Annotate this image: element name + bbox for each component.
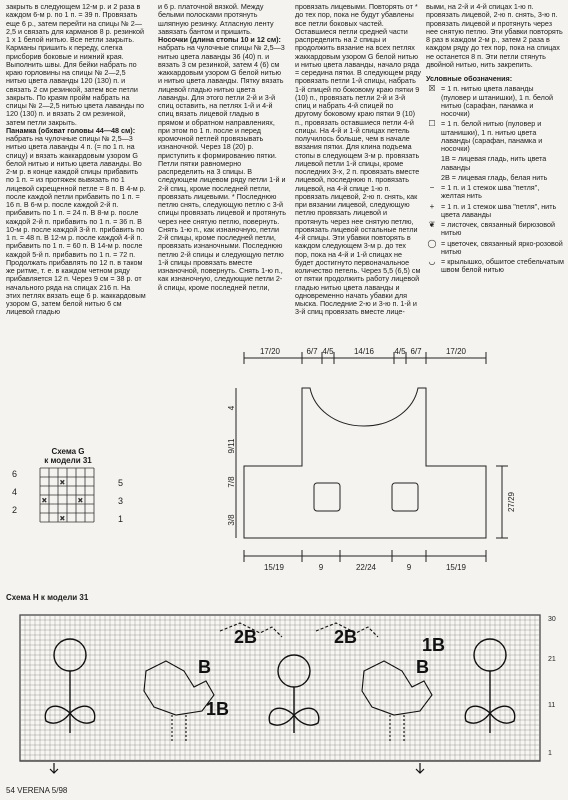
label-1b-right: 1B	[422, 635, 446, 655]
label-2b-right: 2B	[334, 627, 358, 647]
text-column-4	[426, 3, 564, 275]
garment-diagram	[227, 338, 544, 578]
legend-symbol-icon: +	[429, 201, 435, 211]
label-b-right: B	[416, 657, 429, 677]
legend-item	[426, 240, 564, 257]
column4-paragraph-1: выми, на 2-й и 4-й спицах 1-ю п. провязать лицевой, 2-ю п. снять, 3-ю п. провязать лицевой и протянуть через нее снятую петлю. Эти убавки повторять 8 раз в каждом 2-м р., затем 2 раза в каждом ряду до тех пор, пока на спицах не останется 8 п. Эти петли стянуть двойной нитью, нить закрепить.	[426, 2, 563, 69]
text-column-3	[295, 3, 421, 317]
left-dim-2: 9/11	[227, 438, 236, 454]
grid-cross-mark: ×	[60, 478, 65, 487]
schema-g-title: Схема G	[51, 447, 85, 456]
text-column-2	[158, 3, 286, 292]
left-dim-3: 7/8	[227, 476, 236, 488]
legend-item	[426, 174, 564, 182]
column1-paragraph-1: закрыть в следующем 12-м р. и 2 раза в каждом 6-м р. по 1 п. = 39 п. Провязать еще 6 р., затем перейти на спицы № 2—2,5 и связать для карманов 8 р. резинкой 1 х 1 белой нитью. Все петли закрыть. Карманы пришить к переду, слегка присборив боковые и нижний края. Выполнить швы. Для бейки набрать по краю горловины на спицы № 2—2,5 нитью цвета лаванды 120 (130) п. и связать 2 см резинкой, затем все петли закрыть. По краям пройм набрать на спицы № 2—2,5 нитью цвета лаванды по 120 (130) п. и вязать 2 см резинкой, затем петли закрыть.	[6, 2, 145, 127]
label-1b-left: 1B	[206, 699, 230, 719]
legend-text: 2B = лицевая гладь, белая нить	[441, 172, 548, 182]
legend-text: = листочек, связанный бирюзовой нитью	[441, 220, 556, 238]
schema-g-row-4: 4	[12, 487, 18, 497]
legend-text: 1B = лицевая гладь, нить цвета лаванды	[441, 154, 547, 172]
schema-g-row-5: 5	[118, 478, 124, 488]
schema-g-row-2: 2	[12, 505, 18, 515]
top-dim-7: 17/20	[445, 347, 467, 356]
legend-text: = 1 п. и 1 стежок шва "петля", нить цвета лаванды	[441, 201, 557, 219]
legend-symbol-icon: ☐	[428, 119, 436, 129]
top-dim-2: 6/7	[306, 347, 318, 356]
legend-text: = 1 п. и 1 стежок шва "петля", желтая нить	[441, 183, 540, 201]
grid-cross-mark: ×	[42, 496, 47, 505]
legend-symbol-icon: −	[429, 183, 435, 192]
legend-symbol-icon: ◯	[427, 238, 437, 248]
garment-outline	[244, 388, 486, 538]
legend-symbol-icon: ◡	[428, 257, 436, 266]
legend-item	[426, 258, 564, 275]
pocket-left	[314, 483, 340, 511]
schema-h-mark-30: 30	[548, 616, 556, 623]
top-dim-4: 14/16	[353, 347, 375, 356]
schema-h-mark-11: 11	[548, 702, 556, 709]
column2-paragraph-1: и 6 р. платочной вязкой. Между белыми полосками протянуть шляпную резинку. Атласную ленту завязать бантом и пришить.	[158, 2, 274, 36]
text-column-1	[6, 3, 146, 317]
page-footer: 54 VERENA 5/98	[6, 786, 68, 795]
bottom-dim-2: 9	[318, 563, 324, 572]
top-dim-6: 6/7	[410, 347, 422, 356]
legend-title: Условные обозначения:	[426, 74, 513, 83]
schema-h-grid	[16, 603, 568, 775]
bottom-dim-3: 22/24	[355, 563, 377, 572]
legend-item	[426, 221, 564, 238]
column2-heading: Носочки (длина стопы 10 и 12 см):	[158, 35, 281, 44]
schema-g-row-1: 1	[118, 514, 124, 524]
schema-g-row-6: 6	[12, 469, 18, 479]
legend-symbol-icon: ☒	[428, 84, 436, 94]
bottom-dim-5: 15/19	[445, 563, 467, 572]
column2-paragraph-2: набрать на чулочные спицы № 2,5—3 нитью цвета лаванды 36 (40) п. и вязать 3 см резинкой, затем 4 (6) см жаккардовым узором G белой нитью и нитью цвета лаванды. Пятку вязать лицевой гладью нитью цвета лаванды. Для этого петли 2-й и 3-й спиц оставить, на петлях 1-й и 4-й спиц вязать лицевой гладью в прямом и обратном направлениях, при этом по 1 п. после и перед кромочной петлей провязывать изнаночной. Через 18 (20) р. приступить к формированию пятки. Петли пятки равномерно распределить на 3 спицы. В следующем лицевом ряду петли 1-й и 2-й спиц, кроме последней петли, провязать лицевыми. * Последнюю петлю снять, следующую петлю с 3-й спицы провязать лицевой и протянуть через нее снятую петлю, повернуть. Снять 1-ю п., как изнаночную, петли 2-й спицы, кроме последней петли, провязать изнаночными. Последнюю петлю 2-й спицы и следующую петлю 1-й спицы провязать вместе изнаночной, повернуть. Снять 1-ю п., как изнаночную, следующие петли 2-й спицы, кроме последней петли,	[158, 43, 286, 292]
schema-g	[8, 447, 128, 465]
column3-paragraph-1: провязать лицевыми. Повторять от * до тех пор, пока не будут убавлены все петли боковых частей. Оставшиеся петли средней части распределить на 2 спицы и продолжить вязание на всех петлях жаккардовым узором G белой нитью и нитью цвета лаванды, начало ряда = середина пятки. В следующем ряду провязать петли 1-й спицы, набрать 1-й спицей по боковому краю пятки 9 (10) п., провязать петли 2-й и 3-й спиц и набрать 4-й спицей по другому боковому краю пятки 9 (10) п., провязать оставшиеся петли 4-й спицы. На 4-й и 1-й спицах петель получилось больше, чем в начале вязания пятки. Для клина подъема стопы в следующем 3-м р. провязать лицевой петли 1-й спицы, кроме последних 3-х, 2 п. провязать вместе лицевой, последнюю п. провязать лицевой, на 4-й спице 1-ю п. провязать лицевой, 2-ю п. снять, как при вязании лицевой, следующую петлю провязать лицевой и протянуть через нее снятую петлю, провязать лицевой остальные петли 4-й спицы. Эти убавки повторять в каждом следующем 3-м р. до тех пор, пока на 4-й и 1-й спицах не будет достигнуто первоначальное количество петель. Через 5,5 (6,5) см от пятки продолжить работу лицевой гладью нитью цвета лаванды и одновременно начать убавки для мыска. Последние 2-ю и 3-ю п. 1-й и 3-й спиц провязать вместе лице-	[295, 2, 421, 317]
left-dim-1: 4	[227, 405, 236, 411]
top-dim-5: 4/5	[394, 347, 406, 356]
legend-item	[426, 120, 564, 153]
bottom-dim-1: 15/19	[263, 563, 285, 572]
right-dim: 27/29	[507, 491, 516, 513]
schema-g-row-3: 3	[118, 496, 124, 506]
pocket-right	[392, 483, 418, 511]
column1-paragraph-2: набрать на чулочные спицы № 2,5—3 нитью цвета лаванды 4 п. (= по 1 п. на спицу) и вязать жаккардовым узором G белой нитью и нитью цвета лаванды. Во 2-м р. в конце каждой спицы прибавить по 1 п. = из протяжек вывязать по 1 лицевой скрещенной петле = 8 п. В 4-м р. после каждой петли прибавить по 1 п. = 16 п. В 6-м р. после каждой 2-й п. прибавить по 1 п. = 24 п. В 8-м р. после каждой 2-й п. прибавить по 1 п. = 36 п. В 10-м р. после каждой 3-й п. прибавить по 1 п. = 48 п. В 12-м р. после каждой 4-й п. прибавить по 1 п. = 60 п. В 14-м р. после каждой 5-й п. прибавить по 1 п. = 72 п. Продолжать прибавлять по 12 п. в таком же ритме, т. е. в каждом четном ряду прибавляется 12 п. Через 9 см = 38 р. от начального ряда на спицах 216 п. На этих петлях вязать еще 6 р. жаккардовым узором G, затем белой нитью 6 см лицевой гладью	[6, 134, 146, 317]
legend-symbol-icon	[426, 174, 438, 182]
schema-h-mark-21: 21	[548, 656, 556, 663]
legend-item	[426, 203, 564, 220]
schema-g-subtitle: к модели 31	[44, 456, 92, 465]
legend-list	[426, 85, 564, 274]
legend-text: = крылышко, обшитое стебельчатым швом белой нитью	[441, 257, 564, 275]
label-2b-left: 2B	[234, 627, 258, 647]
bottom-dim-4: 9	[406, 563, 412, 572]
legend-text: = цветочек, связанный ярко-розовой нитью	[441, 238, 563, 256]
legend-item	[426, 85, 564, 118]
grid-cross-mark: ×	[60, 514, 65, 523]
schema-g-grid	[10, 468, 130, 528]
schema-h-title: Схема H к модели 31	[6, 593, 89, 602]
legend-text: = 1 п. нитью цвета лаванды (пуловер и штанишки), 1 п. белой нитью (сарафан, панамка и носочки)	[441, 84, 553, 118]
left-dim-4: 3/8	[227, 514, 236, 526]
top-dim-1: 17/20	[259, 347, 281, 356]
grid-cross-mark: ×	[78, 496, 83, 505]
label-b-left: B	[198, 657, 211, 677]
schema-h-mark-1: 1	[548, 750, 552, 757]
legend-symbol-icon	[426, 155, 438, 163]
column1-heading: Панамка (обхват головы 44—48 см):	[6, 125, 136, 135]
legend-symbol-icon: ❦	[428, 220, 436, 229]
top-dim-3: 4/5	[322, 347, 334, 356]
legend-item	[426, 184, 564, 201]
legend-text: = 1 п. белой нитью (пуловер и штанишки), 1 п. нитью цвета лаванды (сарафан, панамка и носочки)	[441, 119, 543, 153]
legend-item	[426, 155, 564, 172]
